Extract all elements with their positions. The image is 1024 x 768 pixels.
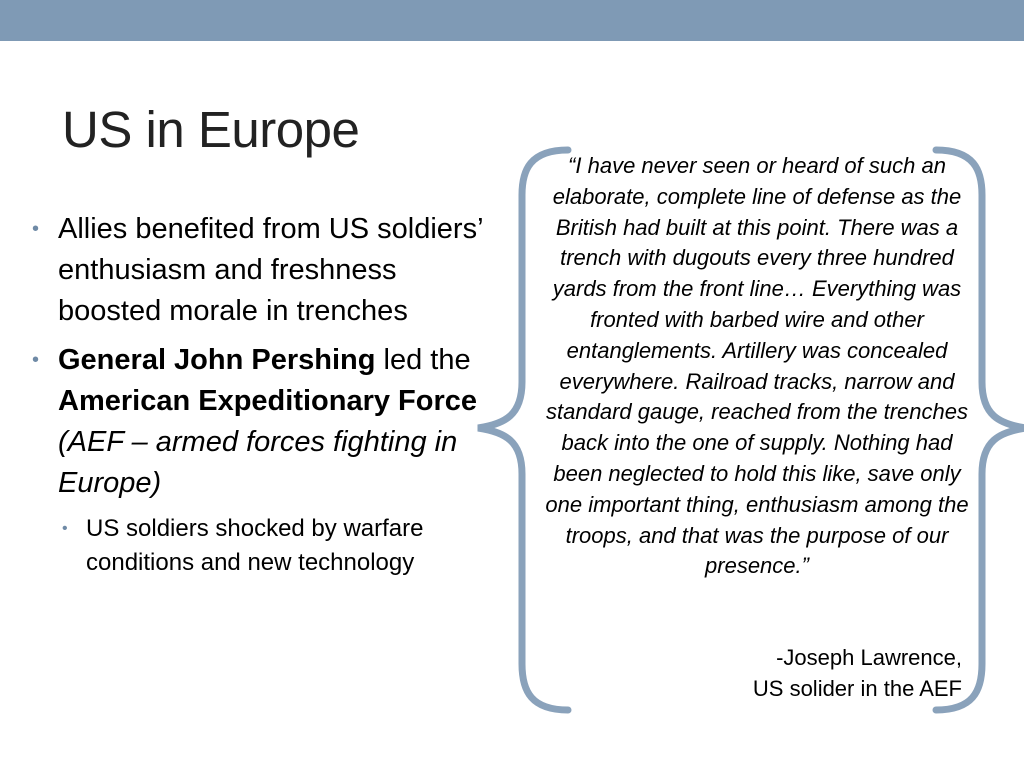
sub-bullet-dot-icon: • [62, 520, 68, 537]
attribution-name: -Joseph Lawrence, [776, 645, 962, 670]
slide-title: US in Europe [62, 101, 360, 158]
aef-name: American Expeditionary Force [58, 385, 478, 417]
aef-definition: (AEF – armed forces fighting in Europe) [58, 426, 458, 499]
bullet-dot-icon: • [32, 218, 40, 240]
attribution-role: US solider in the AEF [752, 675, 962, 701]
lawrence-quote: “I have never seen or heard of such an elaborate, complete line of defense as the British had built at this point. There was a trench with dugouts every three hundred yards from the front line… Everything was fronted with barbed wire and other entanglements. Artillery was concealed everywhere. Railroad tracks, narrow and standard gauge, reached from the trenches back into the one of supply. Nothing had been neglected to hold this like, save only one important thing, enthusiasm among the troops, and that was the purpose of our presence.” [545, 153, 969, 579]
bullet-allies-text: Allies benefited from US soldiers’ enthusiasm and freshness boosted morale in trenches [58, 213, 483, 327]
bullet-dot-icon: • [32, 349, 40, 371]
quote-attribution [560, 643, 962, 705]
pershing-name: General John Pershing [58, 344, 376, 376]
sub-bullet-text: US soldiers shocked by warfare conditions and new technology [86, 515, 424, 576]
pershing-text-1: led the [375, 344, 471, 376]
